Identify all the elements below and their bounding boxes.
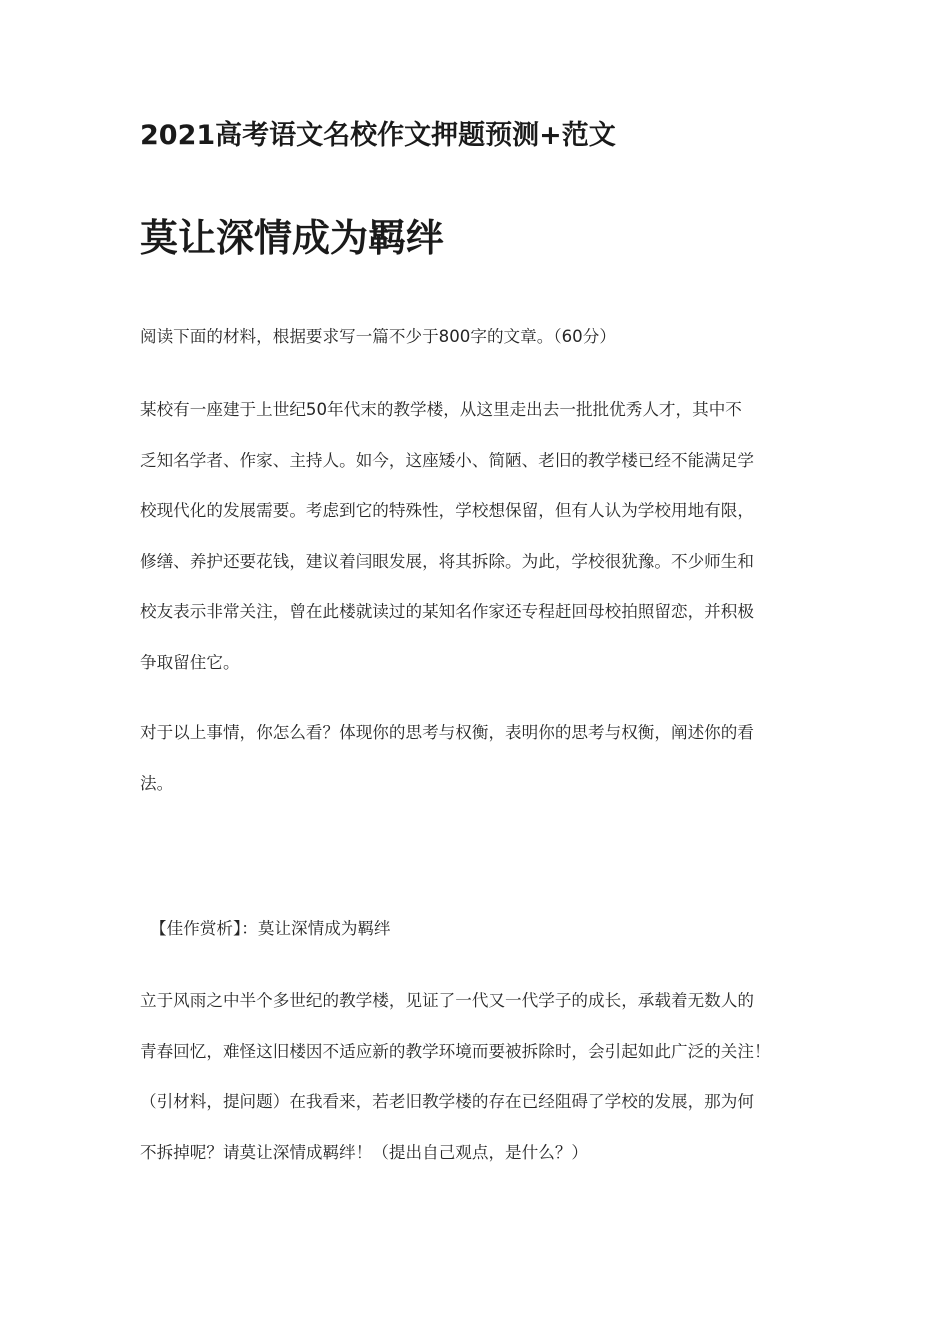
prompt-instruction [140,312,820,363]
text-line: 不拆掉呢？请莫让深情成羁绊！（提出自己观点，是什么？） [140,1142,589,1162]
text-line: 阅读下面的材料，根据要求写一篇不少于800字的文章。（60分） [140,327,616,346]
text-line: 法。 [140,773,174,793]
text-line: 修缮、养护还要花钱，建议着闫眼发展，将其拆除。为此，学校很犹豫。不少师生和 [140,551,754,571]
text-line: 争取留住它。 [140,652,240,672]
text-line: 对于以上事情，你怎么看？体现你的思考与权衡，表明你的思考与权衡，阐述你的看 [140,723,754,742]
text-line: 某校有一座建于上世纪50年代末的教学楼，从这里走出去一批批优秀人才，其中不 [140,400,742,419]
text-line: （引材料，提问题）在我看来，若老旧教学楼的存在已经阻碍了学校的发展，那为何 [140,1092,754,1111]
document-title: 2021高考语文名校作文押题预测+范文 [140,120,616,151]
appreciation-body-paragraph [140,976,820,1178]
text-line: 校现代化的发展需要。考虑到它的特殊性，学校想保留，但有人认为学校用地有限， [140,501,754,520]
text-line: 立于风雨之中半个多世纪的教学楼，见证了一代又一代学子的成长，承载着无数人的 [140,991,754,1010]
prompt-material-paragraph [140,385,820,688]
text-line: 校友表示非常关注，曾在此楼就读过的某知名作家还专程赶回母校拍照留恋，并积极 [140,602,754,621]
essay-title: 莫让深情成为羁绊 [140,216,445,260]
prompt-task-paragraph [140,708,820,809]
appreciation-label: 【佳作赏析】：莫让深情成为羁绊 [150,919,391,938]
text-line: 乏知名学者、作家、主持人。如今，这座矮小、简陋、老旧的教学楼已经不能满足学 [140,450,754,470]
text-line: 青春回忆，难怪这旧楼因不适应新的教学环境而要被拆除时，会引起如此广泛的关注！ [140,1041,771,1061]
